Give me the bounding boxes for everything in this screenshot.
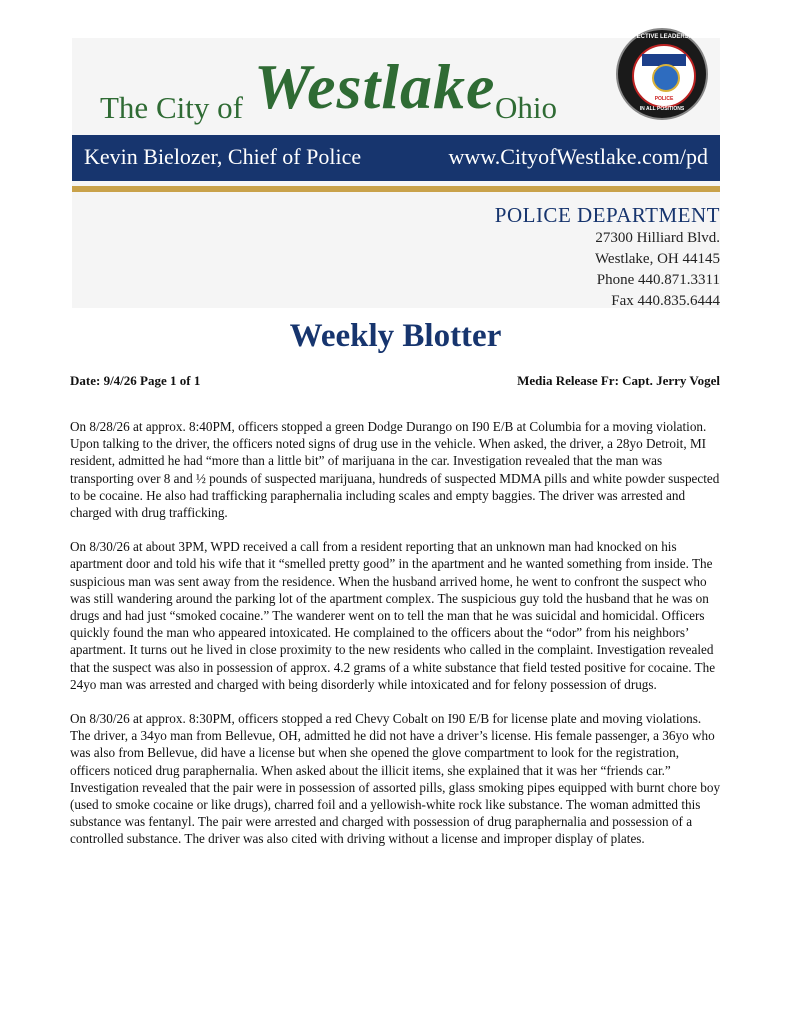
seal-emblem — [652, 64, 680, 92]
letterhead-banner — [72, 135, 720, 181]
department-name: POLICE DEPARTMENT — [494, 203, 720, 227]
department-address-line1: 27300 Hilliard Blvd. — [595, 230, 720, 246]
seal-top-text: EFFECTIVE LEADERSHIP — [625, 34, 699, 40]
title-prefix: The City of — [100, 90, 243, 125]
seal-mid-text: POLICE — [654, 96, 674, 102]
date-page-info: Date: 9/4/26 Page 1 of 1 — [70, 373, 201, 388]
website-url: www.CityofWestlake.com/pd — [448, 144, 708, 169]
title-main: Westlake — [254, 51, 496, 122]
media-release-info: Media Release Fr: Capt. Jerry Vogel — [517, 373, 720, 388]
seal-inner — [632, 44, 696, 108]
page-title: Weekly Blotter — [289, 318, 502, 354]
police-seal-logo — [616, 28, 708, 120]
blotter-entry-2: On 8/30/26 at about 3PM, WPD received a call from a resident reporting that an unknown man had knocked on his apartment door and told his wife that it “smelled pretty good” in the apartment and he wanted something from inside. The suspicious man was sent away from the residence. When the husband arrived home, he went to confront the suspect who was still wandering around the parking lot of the apartment complex. The suspicious guy told the husband that he was on drugs and had just “smoked cocaine.” The wanderer went on to tell the man that he was suicidal and homicidal. Officers quickly found the man who appeared intoxicated. He complained to the officers about the “odor” from his neighbors’ apartment. It turns out he lived in close proximity to the new residents who called in the complaint. Investigation revealed that the suspect was also in possession of approx. 4.2 grams of a white substance that field tested positive for cocaine. The 24yo man was arrested and charged with being disorderly while intoxicated and for felony possession of drugs. — [70, 539, 716, 692]
title-suffix: Ohio — [495, 90, 557, 125]
gold-divider — [72, 186, 720, 192]
department-address-line2: Westlake, OH 44145 — [594, 251, 720, 267]
seal-bottom-text: IN ALL POSITIONS — [639, 106, 685, 112]
department-block — [420, 203, 720, 312]
department-phone: Phone 440.871.3311 — [596, 272, 720, 288]
blotter-entry-1: On 8/28/26 at approx. 8:40PM, officers stopped a green Dodge Durango on I90 E/B at Columbia for a moving violation. Upon talking to the driver, the officers noted signs of drug use in the vehicle. When asked, the driver, a 28yo Detroit, MI resident, admitted he had “more than a little bit” of marijuana in the car. Investigation revealed that the man was transporting over 8 and ½ pounds of suspected marijuana, hundreds of suspected MDMA pills and white powder suspected to be cocaine. He also had trafficking paraphernalia including scales and empty baggies. The driver was arrested and charged with drug trafficking. — [70, 419, 720, 521]
chief-name: Kevin Bielozer, Chief of Police — [84, 144, 362, 169]
department-fax: Fax 440.835.6444 — [611, 293, 720, 309]
blotter-entry-3: On 8/30/26 at approx. 8:30PM, officers stopped a red Chevy Cobalt on I90 E/B for license plate and moving violations. The driver, a 34yo man from Bellevue, OH, admitted he did not have a driver’s license. His female passenger, a 36yo who was also from Bellevue, did have a license but when she opened the glove compartment to look for the registration, officers noticed drug paraphernalia. When asked about the illicit items, she explained that it was her “friends car.” Investigation revealed that the pair were in possession of assorted pills, glass smoking pipes equipped with burnt chore boy (used to smoke cocaine or like drugs), charred foil and a yellowish-white rock like substance. The woman admitted this substance was fentanyl. The pair were arrested and charged with possession of drug paraphernalia and possession of a controlled substance. The driver was also cited with driving without a license and improper display of plates. — [70, 711, 721, 847]
blotter-body — [70, 418, 722, 865]
